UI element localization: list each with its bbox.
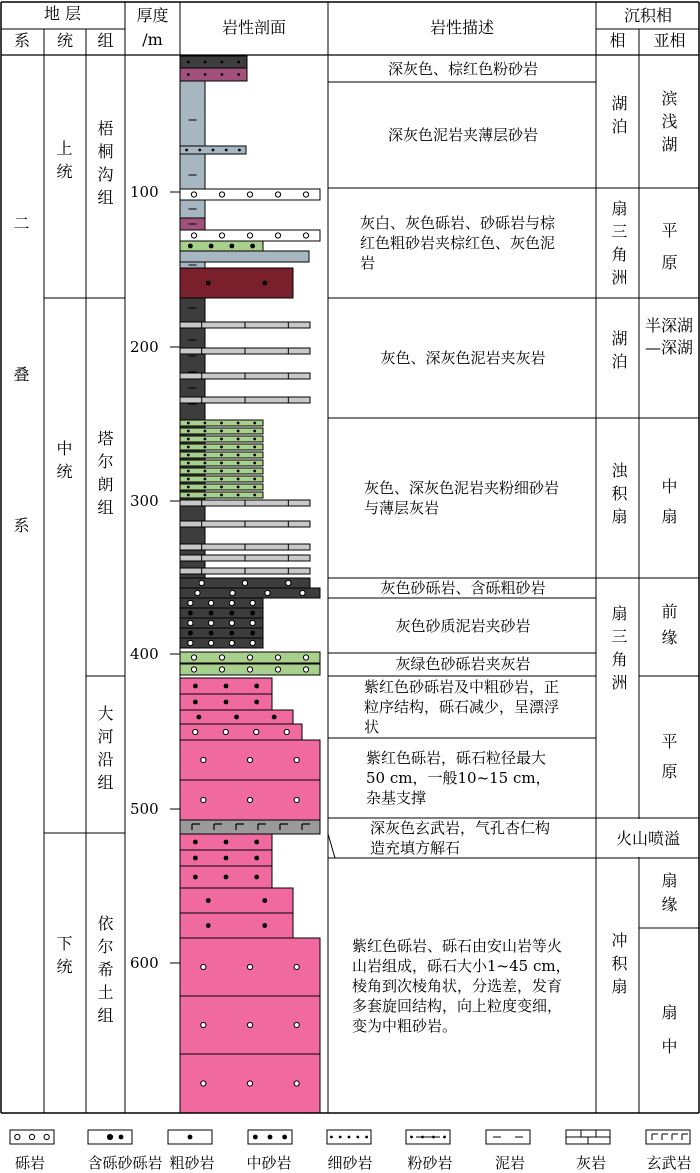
header-system: 系 (13, 31, 30, 50)
fine-grain-symbol (220, 462, 223, 465)
facies-lake-1: 湖泊 (609, 95, 628, 141)
gravel-symbol (247, 655, 252, 660)
fine-grain-symbol (253, 446, 256, 449)
legend-dot (188, 1135, 193, 1140)
subfacies-shore-shallow-lake: 滨浅湖 (659, 90, 678, 159)
gravel-symbol (286, 580, 291, 585)
legend-label-fine-sandstone: 细砂岩 (327, 1154, 373, 1172)
sand-grain-symbol (193, 875, 198, 880)
gravel-symbol (247, 233, 252, 238)
fine-grain-symbol (237, 422, 240, 425)
gravel-symbol (294, 1081, 299, 1086)
subfacies-fan-edge: 扇缘 (659, 872, 678, 920)
legend-label-coarse-sandstone: 粗砂岩 (169, 1154, 215, 1172)
gravel-symbol (284, 729, 289, 734)
subfacies-plain-2: 平原 (659, 733, 678, 793)
gravel-symbol (201, 1081, 206, 1086)
fine-grain-symbol (253, 462, 256, 465)
gravel-symbol (209, 620, 214, 625)
sand-grain-symbol (262, 898, 267, 903)
gravel-symbol (247, 797, 252, 802)
header-description: 岩性描述 (429, 18, 494, 37)
gravel-symbol (250, 600, 255, 605)
legend-label-mudstone: 泥岩 (494, 1154, 525, 1172)
series-upper: 上统 (54, 140, 73, 186)
description-8: 灰绿色砂砾岩夹灰岩 (395, 655, 531, 673)
bed-mudstone-bluegray (180, 81, 205, 189)
fine-grain-symbol (187, 422, 190, 425)
gravel-symbol (201, 757, 206, 762)
sand-grain-symbol (193, 700, 198, 705)
formation-wutonggou: 梧桐沟组 (95, 120, 114, 212)
legend-label-basalt: 玄武岩 (646, 1154, 692, 1172)
gravel-symbol (247, 1022, 252, 1027)
bed-coarse-sandstone-maroon (180, 268, 293, 298)
fine-grain-symbol (204, 73, 207, 76)
fine-grain-symbol (204, 478, 207, 481)
gravel-symbol (303, 655, 308, 660)
sand-grain-symbol (229, 611, 234, 616)
sand-grain-symbol (282, 1135, 287, 1140)
fine-grain-symbol (204, 61, 207, 64)
fine-grain-symbol (253, 470, 256, 473)
description-1: 深灰色、棕红色粉砂岩 (387, 60, 538, 78)
gravel-symbol (201, 964, 206, 969)
formation-taerlang: 塔尔朗组 (95, 430, 114, 522)
depth-tick-400: 400 (130, 645, 159, 663)
fine-grain-symbol (253, 438, 256, 441)
facies-alluvial-fan: 冲积扇 (609, 932, 628, 1001)
formation-yierxitu: 依尔希土组 (95, 915, 114, 1030)
sand-grain-symbol (209, 611, 214, 616)
gravel-symbol (294, 757, 299, 762)
sand-grain-symbol (193, 856, 198, 861)
fine-grain-symbol (220, 478, 223, 481)
gravel-symbol (199, 580, 204, 585)
fine-grain-symbol (253, 494, 256, 497)
fine-grain-symbol (220, 73, 223, 76)
gravel-symbol (219, 233, 224, 238)
sand-grain-symbol (262, 923, 267, 928)
gravel-symbol (191, 233, 196, 238)
sand-grain-symbol (224, 856, 229, 861)
fine-grain-symbol (253, 486, 256, 489)
facies-lake-2: 湖泊 (609, 330, 628, 376)
legend-label-conglomerate: 砾岩 (14, 1154, 45, 1172)
gravel-symbol (229, 640, 234, 645)
depth-tick-200: 200 (130, 338, 159, 356)
bed-coarse-sandstone-pink-7 (180, 913, 293, 938)
gravel-symbol (209, 600, 214, 605)
sand-grain-symbol (188, 631, 193, 636)
fine-grain-symbol (187, 486, 190, 489)
gravel-symbol (201, 797, 206, 802)
sand-grain-symbol (224, 700, 229, 705)
description-11: 深灰色玄武岩，气孔杏仁构造充填方解石 (370, 819, 551, 857)
gravel-symbol (201, 1022, 206, 1027)
fine-grain-symbol (237, 478, 240, 481)
gravel-symbol (195, 590, 200, 595)
gravel-symbol (250, 620, 255, 625)
sand-grain-symbol (250, 631, 255, 636)
sand-grain-symbol (209, 631, 214, 636)
sand-grain-symbol (188, 244, 193, 249)
fine-grain-symbol (238, 149, 241, 152)
fine-grain-symbol (212, 149, 215, 152)
fine-grain-symbol (187, 462, 190, 465)
sand-grain-symbol (209, 244, 214, 249)
sand-grain-symbol (206, 923, 211, 928)
gravel-symbol (300, 590, 305, 595)
sand-grain-symbol (234, 715, 239, 720)
gravel-symbol (219, 667, 224, 672)
fine-grain-symbol (187, 494, 190, 497)
gravel-symbol (303, 233, 308, 238)
gravel-symbol (188, 640, 193, 645)
fine-grain-symbol (365, 1136, 368, 1139)
gravel-symbol (275, 655, 280, 660)
sand-grain-symbol (254, 700, 259, 705)
fine-grain-symbol (237, 430, 240, 433)
bed-coarse-sandstone-pink-6 (180, 888, 293, 913)
gravel-symbol (247, 757, 252, 762)
gravel-symbol (242, 580, 247, 585)
fine-grain-symbol (410, 1136, 413, 1139)
description-5: 灰色、深灰色泥岩夹粉细砂岩与薄层灰岩 (364, 479, 560, 517)
description-9: 紫红色砂砾岩及中粗砂岩，正粒序结构，砾石减少，呈漂浮状 (364, 678, 560, 736)
fine-grain-symbol (204, 462, 207, 465)
gravel-symbol (15, 1134, 20, 1139)
gravel-symbol (219, 192, 224, 197)
fine-grain-symbol (220, 454, 223, 457)
gravel-symbol (223, 729, 228, 734)
sand-grain-symbol (229, 631, 234, 636)
gravel-symbol (294, 1022, 299, 1027)
subfacies-semi-deep-lake: 半深湖—深湖 (644, 316, 693, 357)
legend-swatch (486, 1130, 530, 1144)
sand-grain-symbol (272, 715, 277, 720)
header-section: 岩性剖面 (221, 18, 286, 37)
facies-fan-delta-2: 扇三角洲 (609, 605, 628, 697)
gravel-symbol (265, 590, 270, 595)
fine-grain-symbol (204, 430, 207, 433)
fine-grain-symbol (204, 494, 207, 497)
fine-grain-symbol (220, 470, 223, 473)
sand-grain-symbol (193, 840, 198, 845)
fine-grain-symbol (187, 438, 190, 441)
formation-daheyan: 大河沿组 (95, 705, 114, 797)
gravel-symbol (247, 667, 252, 672)
description-7: 灰色砂质泥岩夹砂岩 (395, 616, 531, 635)
sand-grain-symbol (250, 244, 255, 249)
gravel-symbol (247, 964, 252, 969)
fine-grain-symbol (220, 446, 223, 449)
fine-grain-symbol (443, 1136, 446, 1139)
sand-grain-symbol (193, 684, 198, 689)
gravel-symbol (247, 1081, 252, 1086)
bed-basalt (180, 820, 320, 834)
fine-grain-symbol (187, 61, 190, 64)
bed-siltstone-dark (180, 56, 247, 68)
gravel-symbol (191, 655, 196, 660)
header-series: 统 (56, 31, 73, 50)
fine-grain-symbol (187, 73, 190, 76)
fine-grain-symbol (204, 486, 207, 489)
fine-grain-symbol (220, 422, 223, 425)
description-4: 灰色、深灰色泥岩夹灰岩 (380, 349, 546, 367)
gravel-symbol (193, 729, 198, 734)
description-10: 紫红色砾岩，砾石粒径最大50 cm，一般10~15 cm，杂基支撑 (366, 749, 551, 807)
gravel-symbol (275, 192, 280, 197)
fine-grain-symbol (204, 422, 207, 425)
header-thickness-unit: /m (142, 30, 163, 49)
fine-grain-symbol (187, 478, 190, 481)
fine-grain-symbol (237, 438, 240, 441)
gravel-symbol (44, 1134, 49, 1139)
facies-fan-delta-1: 扇三角洲 (609, 200, 628, 292)
description-12: 紫红色砾岩、砾石由安山岩等火山岩组成，砾石大小1~45 cm，棱角到次棱角状，分选差，发育多套旋回结构，向上粒度变细，变为中粗砂岩。 (352, 936, 571, 1035)
sand-grain-symbol (250, 611, 255, 616)
subfacies-fan-middle: 扇中 (659, 1004, 678, 1072)
description-6: 灰色砂砾岩、含砾粗砂岩 (380, 579, 546, 597)
legend-label-siltstone: 粉砂岩 (407, 1154, 453, 1172)
fine-grain-symbol (237, 73, 240, 76)
sand-grain-symbol (262, 281, 267, 286)
header-subfacies: 亚相 (653, 31, 686, 50)
sand-grain-symbol (229, 244, 234, 249)
sand-grain-symbol (268, 1135, 273, 1140)
fine-grain-symbol (204, 438, 207, 441)
gravel-symbol (254, 729, 259, 734)
sand-grain-symbol (224, 875, 229, 880)
description-3: 灰白、灰色砾岩、砂砾岩与棕红色粗砂岩夹棕红色、灰色泥岩 (360, 214, 556, 272)
fine-grain-symbol (220, 430, 223, 433)
facies-turbidite-fan: 浊积扇 (609, 462, 628, 531)
fine-grain-symbol (187, 446, 190, 449)
gravel-symbol (229, 600, 234, 605)
fine-grain-symbol (330, 1136, 333, 1139)
fine-grain-symbol (253, 422, 256, 425)
gravel-symbol (275, 233, 280, 238)
fine-grain-symbol (204, 446, 207, 449)
header-stratum: 地 层 (43, 4, 82, 23)
subfacies-middle-fan-1: 中扇 (659, 478, 678, 538)
gravel-symbol (294, 797, 299, 802)
sand-grain-symbol (224, 840, 229, 845)
sand-grain-symbol (224, 684, 229, 689)
facies-volcanic: 火山喷溢 (615, 829, 680, 848)
legend-swatch (646, 1130, 690, 1144)
fine-grain-symbol (220, 61, 223, 64)
gravel-symbol (230, 590, 235, 595)
gravel-symbol (191, 667, 196, 672)
sand-grain-symbol (254, 875, 259, 880)
fine-grain-symbol (204, 454, 207, 457)
fine-grain-symbol (237, 61, 240, 64)
subfacies-plain-1: 平原 (659, 222, 678, 286)
fine-grain-symbol (237, 454, 240, 457)
gravel-symbol (275, 667, 280, 672)
fine-grain-symbol (253, 430, 256, 433)
depth-tick-600: 600 (130, 954, 159, 972)
legend-label-limestone: 灰岩 (575, 1154, 606, 1172)
legend-label-pebbly-sandy-conglomerate: 含砾砂砾岩 (87, 1154, 163, 1172)
depth-tick-100: 100 (130, 183, 159, 201)
fine-grain-symbol (339, 1136, 342, 1139)
sand-grain-symbol (206, 898, 211, 903)
description-2: 深灰色泥岩夹薄层砂岩 (387, 126, 538, 144)
gravel-symbol (247, 192, 252, 197)
series-middle: 中统 (54, 440, 73, 486)
fine-grain-symbol (187, 470, 190, 473)
sand-grain-symbol (188, 611, 193, 616)
gravel-symbol (191, 192, 196, 197)
sand-grain-symbol (206, 281, 211, 286)
bed-bluegray (180, 251, 309, 262)
bed-siltstone-purple (180, 68, 247, 81)
gravel-symbol (303, 667, 308, 672)
depth-tick-300: 300 (130, 492, 159, 510)
fine-grain-symbol (356, 1136, 359, 1139)
sand-grain-symbol (196, 715, 201, 720)
gravel-symbol (294, 964, 299, 969)
sand-grain-symbol (253, 1135, 258, 1140)
gravel-symbol (188, 620, 193, 625)
sand-grain-symbol (254, 856, 259, 861)
fine-grain-symbol (220, 494, 223, 497)
fine-grain-symbol (225, 149, 228, 152)
sand-grain-symbol (254, 840, 259, 845)
fine-grain-symbol (237, 462, 240, 465)
fine-grain-symbol (187, 430, 190, 433)
header-formation: 组 (97, 31, 114, 50)
bed-pebbly-sandstone (180, 588, 320, 598)
fine-grain-symbol (185, 149, 188, 152)
fine-grain-symbol (204, 470, 207, 473)
fine-grain-symbol (253, 478, 256, 481)
gravel-symbol (188, 600, 193, 605)
depth-tick-500: 500 (130, 800, 159, 818)
fine-grain-symbol (237, 486, 240, 489)
fine-grain-symbol (220, 438, 223, 441)
gravel-symbol (229, 620, 234, 625)
legend-dot (108, 1135, 113, 1140)
fine-grain-symbol (237, 494, 240, 497)
gravel-symbol (250, 640, 255, 645)
sand-grain-symbol (254, 684, 259, 689)
subfacies-front: 前缘 (659, 603, 678, 655)
fine-grain-symbol (348, 1136, 351, 1139)
fine-grain-symbol (237, 446, 240, 449)
gravel-symbol (219, 655, 224, 660)
gravel-symbol (29, 1134, 34, 1139)
gravel-symbol (303, 192, 308, 197)
legend-dot (119, 1135, 124, 1140)
system-label: 二叠系 (11, 215, 30, 668)
fine-grain-symbol (253, 454, 256, 457)
series-lower: 下统 (54, 935, 73, 981)
header-facies-group: 沉积相 (623, 6, 672, 25)
legend-label-medium-sandstone: 中砂岩 (246, 1154, 292, 1172)
fine-grain-symbol (198, 149, 201, 152)
header-facies: 相 (609, 31, 626, 50)
header-thickness: 厚度 (136, 6, 169, 25)
fine-grain-symbol (187, 454, 190, 457)
gravel-symbol (209, 640, 214, 645)
fine-grain-symbol (220, 486, 223, 489)
fine-grain-symbol (237, 470, 240, 473)
